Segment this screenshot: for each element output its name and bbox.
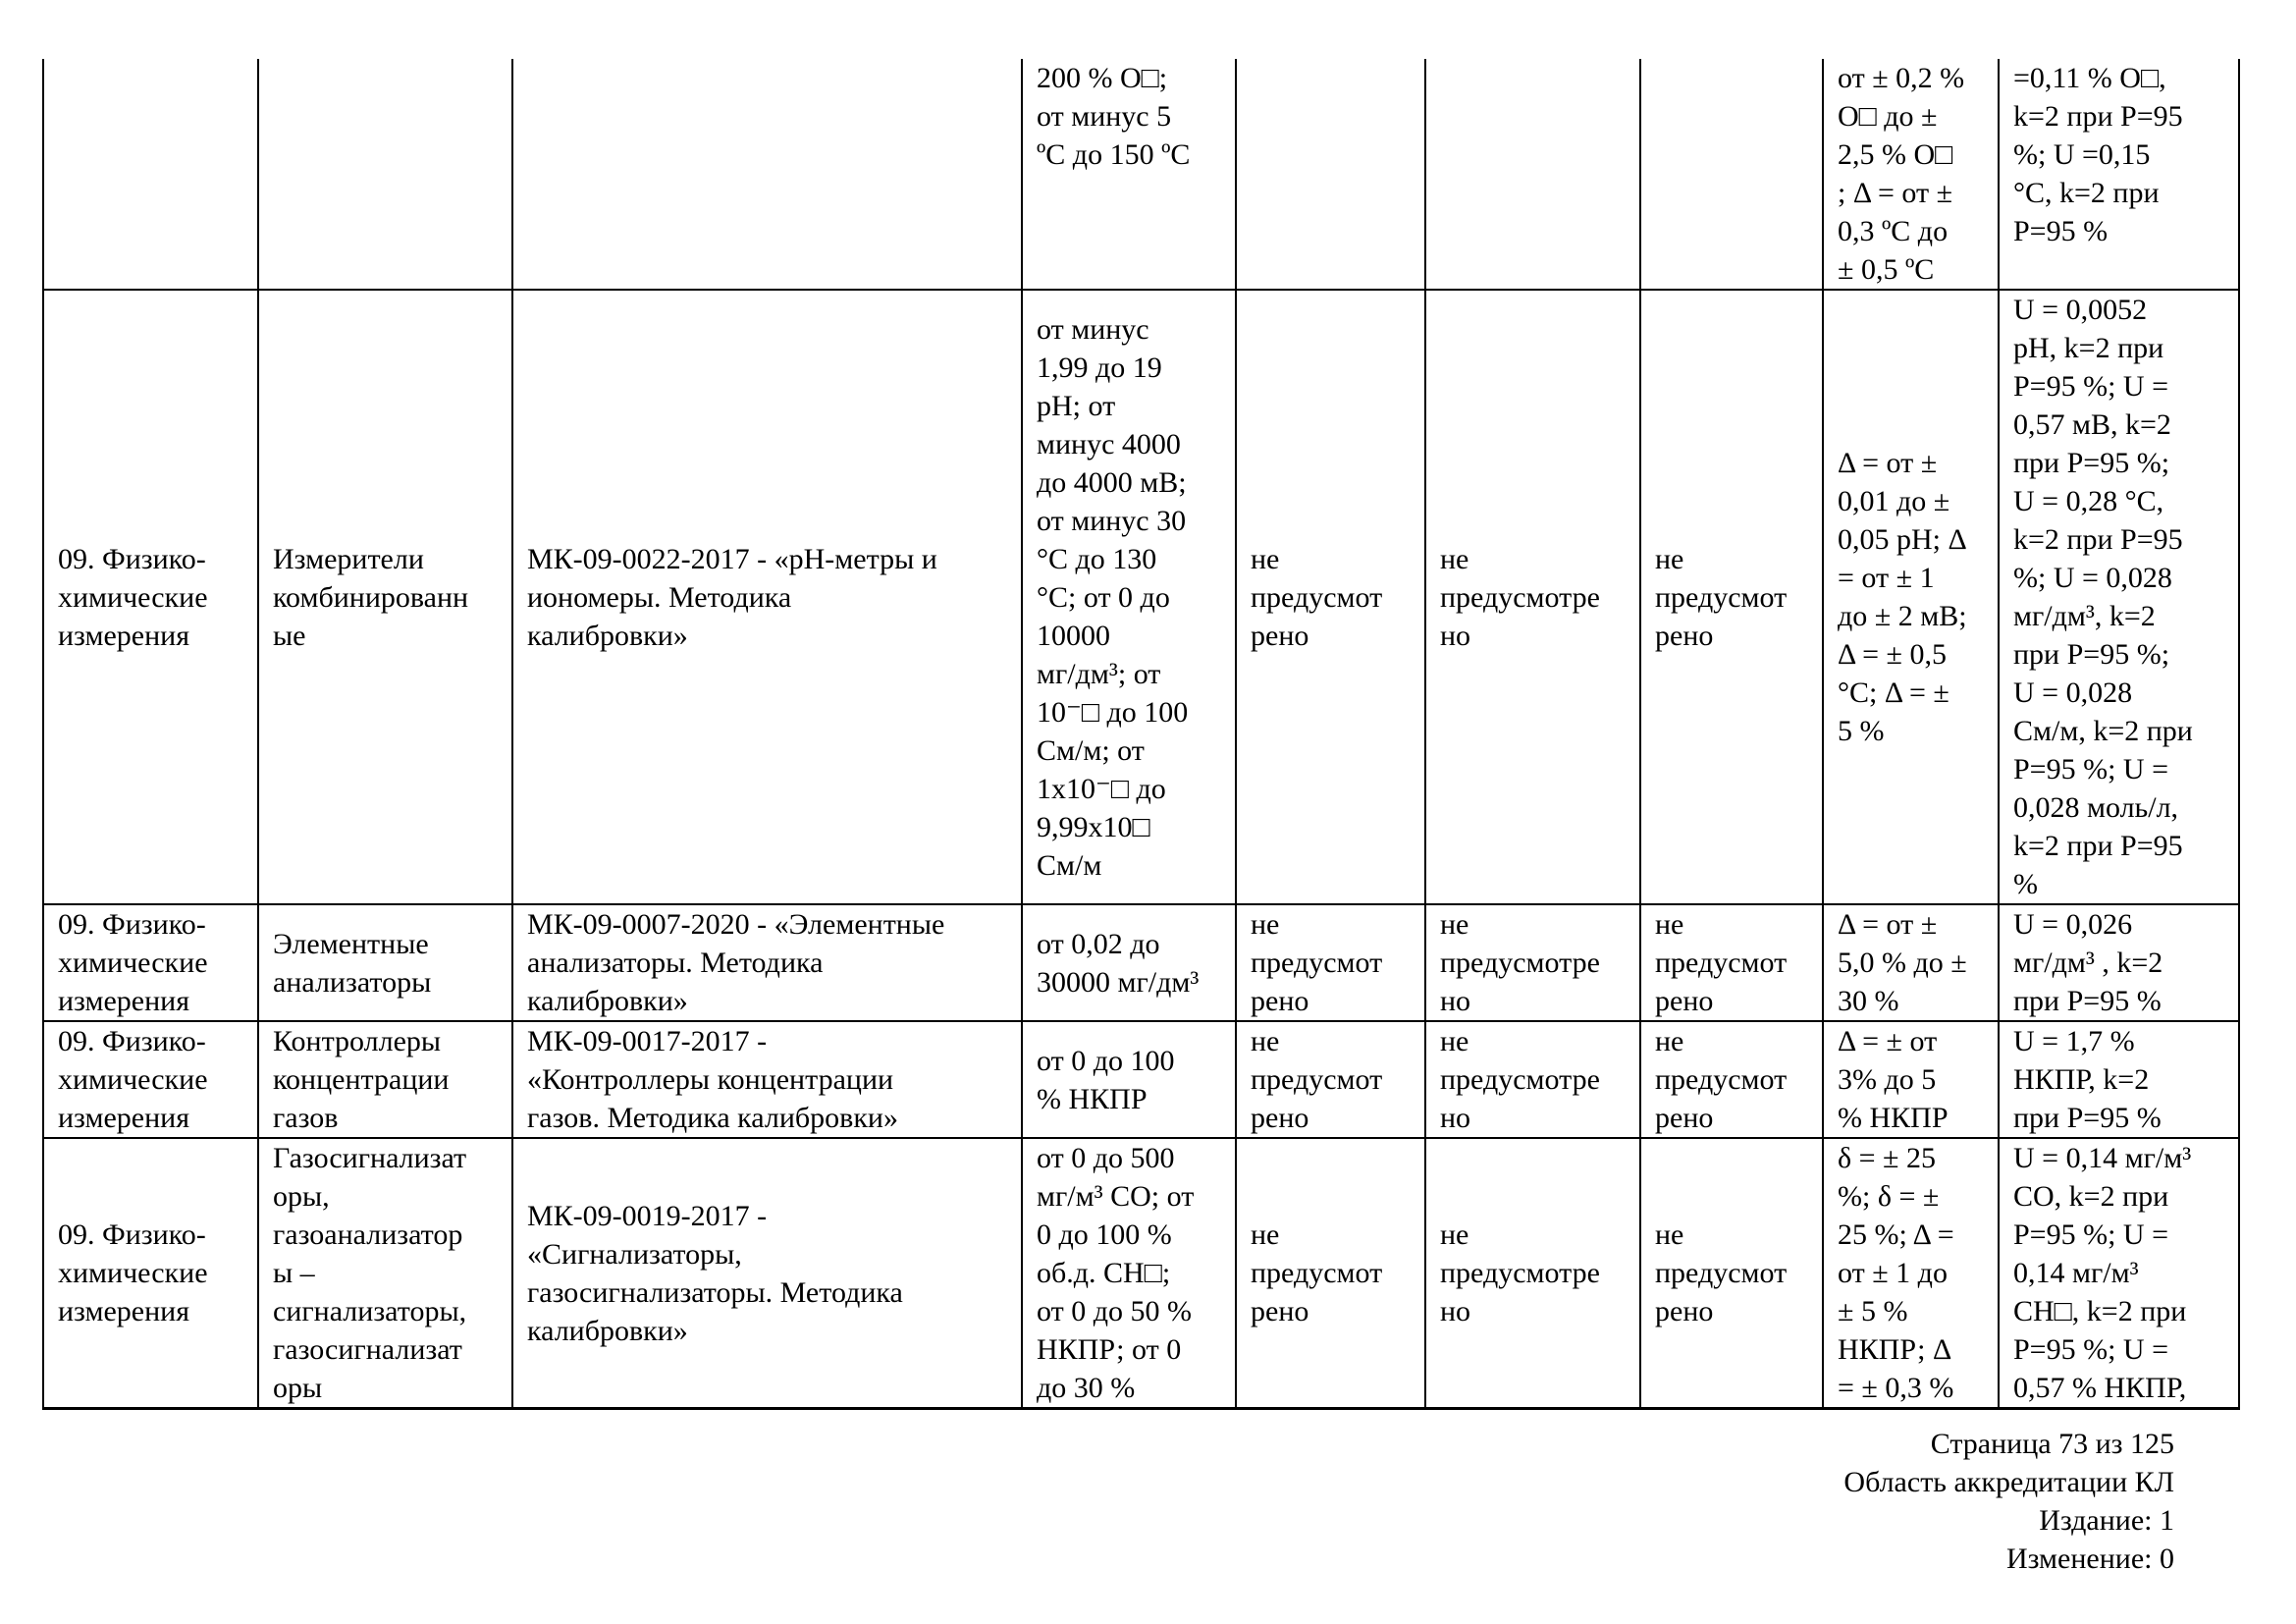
table-row [43,59,2239,290]
uncertainty-cell: =0,11 % O□, k=2 при P=95 %; U =0,15 °С, k=2 при P=95 % [1999,59,2239,290]
accuracy-cell: Δ = от ± 5,0 % до ± 30 % [1823,904,1999,1021]
range-cell: от 0 до 500 мг/м³ CO; от 0 до 100 % об.д. CH□; от 0 до 50 % НКПР; от 0 до 30 % [1022,1138,1236,1409]
col5-cell: не предусмот рено [1236,1021,1425,1138]
device-cell: Контроллеры концентрации газов [258,1021,512,1138]
area-cell: 09. Физико- химические измерения [43,904,258,1021]
col6-cell: не предусмотре но [1425,1021,1640,1138]
change-number: Изменение: 0 [2005,1543,2174,1575]
col6-cell: не предусмотре но [1425,290,1640,904]
device-cell: Измерители комбинированн ые [258,290,512,904]
method-cell: МК-09-0007-2020 - «Элементные анализаторы. Методика калибровки» [512,904,1022,1021]
table-row [43,1021,2239,1138]
page-number: Страница 73 из 125 [1930,1428,2174,1460]
accreditation-table [42,59,2240,1410]
col6-cell [1425,59,1640,290]
accuracy-cell: δ = ± 25 %; δ = ± 25 %; Δ = от ± 1 до ± 5 % НКПР; Δ = ± 0,3 % [1823,1138,1999,1409]
device-cell: Газосигнализат оры, газоанализатор ы – сигнализаторы, газосигнализат оры [258,1138,512,1409]
uncertainty-cell: U = 0,14 мг/м³ CO, k=2 при P=95 %; U = 0,14 мг/м³ CH□, k=2 при P=95 %; U = 0,57 % НКПР, [1999,1138,2239,1409]
col5-cell: не предусмот рено [1236,290,1425,904]
col7-cell: не предусмот рено [1640,1021,1823,1138]
range-cell: 200 % O□; от минус 5 ºС до 150 ºС [1022,59,1236,290]
table-row [43,290,2239,904]
edition-number: Издание: 1 [2039,1504,2174,1537]
table-row [43,1138,2239,1409]
area-cell: 09. Физико- химические измерения [43,1138,258,1409]
col6-cell: не предусмотре но [1425,1138,1640,1409]
page-footer [1843,1425,2174,1578]
range-cell: от 0,02 до 30000 мг/дм³ [1022,904,1236,1021]
col5-cell: не предусмот рено [1236,1138,1425,1409]
method-cell: МК-09-0019-2017 - «Сигнализаторы, газосигнализаторы. Методика калибровки» [512,1138,1022,1409]
col7-cell: не предусмот рено [1640,904,1823,1021]
uncertainty-cell: U = 0,026 мг/дм³ , k=2 при P=95 % [1999,904,2239,1021]
uncertainty-cell: U = 0,0052 pH, k=2 при P=95 %; U = 0,57 мВ, k=2 при P=95 %; U = 0,28 °С, k=2 при P=95 %; U = 0,028 мг/дм³, k=2 при P=95 %; U = 0,028 См/м, k=2 при P=95 %; U = 0,028 моль/л, k=2 при P=95 % [1999,290,2239,904]
col6-cell: не предусмотре но [1425,904,1640,1021]
col7-cell: не предусмот рено [1640,1138,1823,1409]
area-cell: 09. Физико- химические измерения [43,1021,258,1138]
method-cell [512,59,1022,290]
accuracy-cell: Δ = ± от 3% до 5 % НКПР [1823,1021,1999,1138]
device-cell [258,59,512,290]
range-cell: от минус 1,99 до 19 pH; от минус 4000 до 4000 мВ; от минус 30 °С до 130 °С; от 0 до 10000 мг/дм³; от 10⁻□ до 100 См/м; от 1x10⁻□ до 9,99x10□ См/м [1022,290,1236,904]
table-row [43,904,2239,1021]
col5-cell [1236,59,1425,290]
accuracy-cell: Δ = от ± 0,01 до ± 0,05 pH; Δ = от ± 1 до ± 2 мВ; Δ = ± 0,5 °С; Δ = ± 5 % [1823,290,1999,904]
accuracy-cell: от ± 0,2 % O□ до ± 2,5 % O□ ; Δ = от ± 0,3 ºС до ± 0,5 ºС [1823,59,1999,290]
area-cell [43,59,258,290]
col7-cell: не предусмот рено [1640,290,1823,904]
device-cell: Элементные анализаторы [258,904,512,1021]
method-cell: МК-09-0017-2017 - «Контроллеры концентрации газов. Методика калибровки» [512,1021,1022,1138]
uncertainty-cell: U = 1,7 % НКПР, k=2 при P=95 % [1999,1021,2239,1138]
range-cell: от 0 до 100 % НКПР [1022,1021,1236,1138]
method-cell: МК-09-0022-2017 - «pH-метры и иономеры. Методика калибровки» [512,290,1022,904]
accreditation-scope: Область аккредитации КЛ [1843,1466,2174,1498]
col5-cell: не предусмот рено [1236,904,1425,1021]
col7-cell [1640,59,1823,290]
area-cell: 09. Физико- химические измерения [43,290,258,904]
